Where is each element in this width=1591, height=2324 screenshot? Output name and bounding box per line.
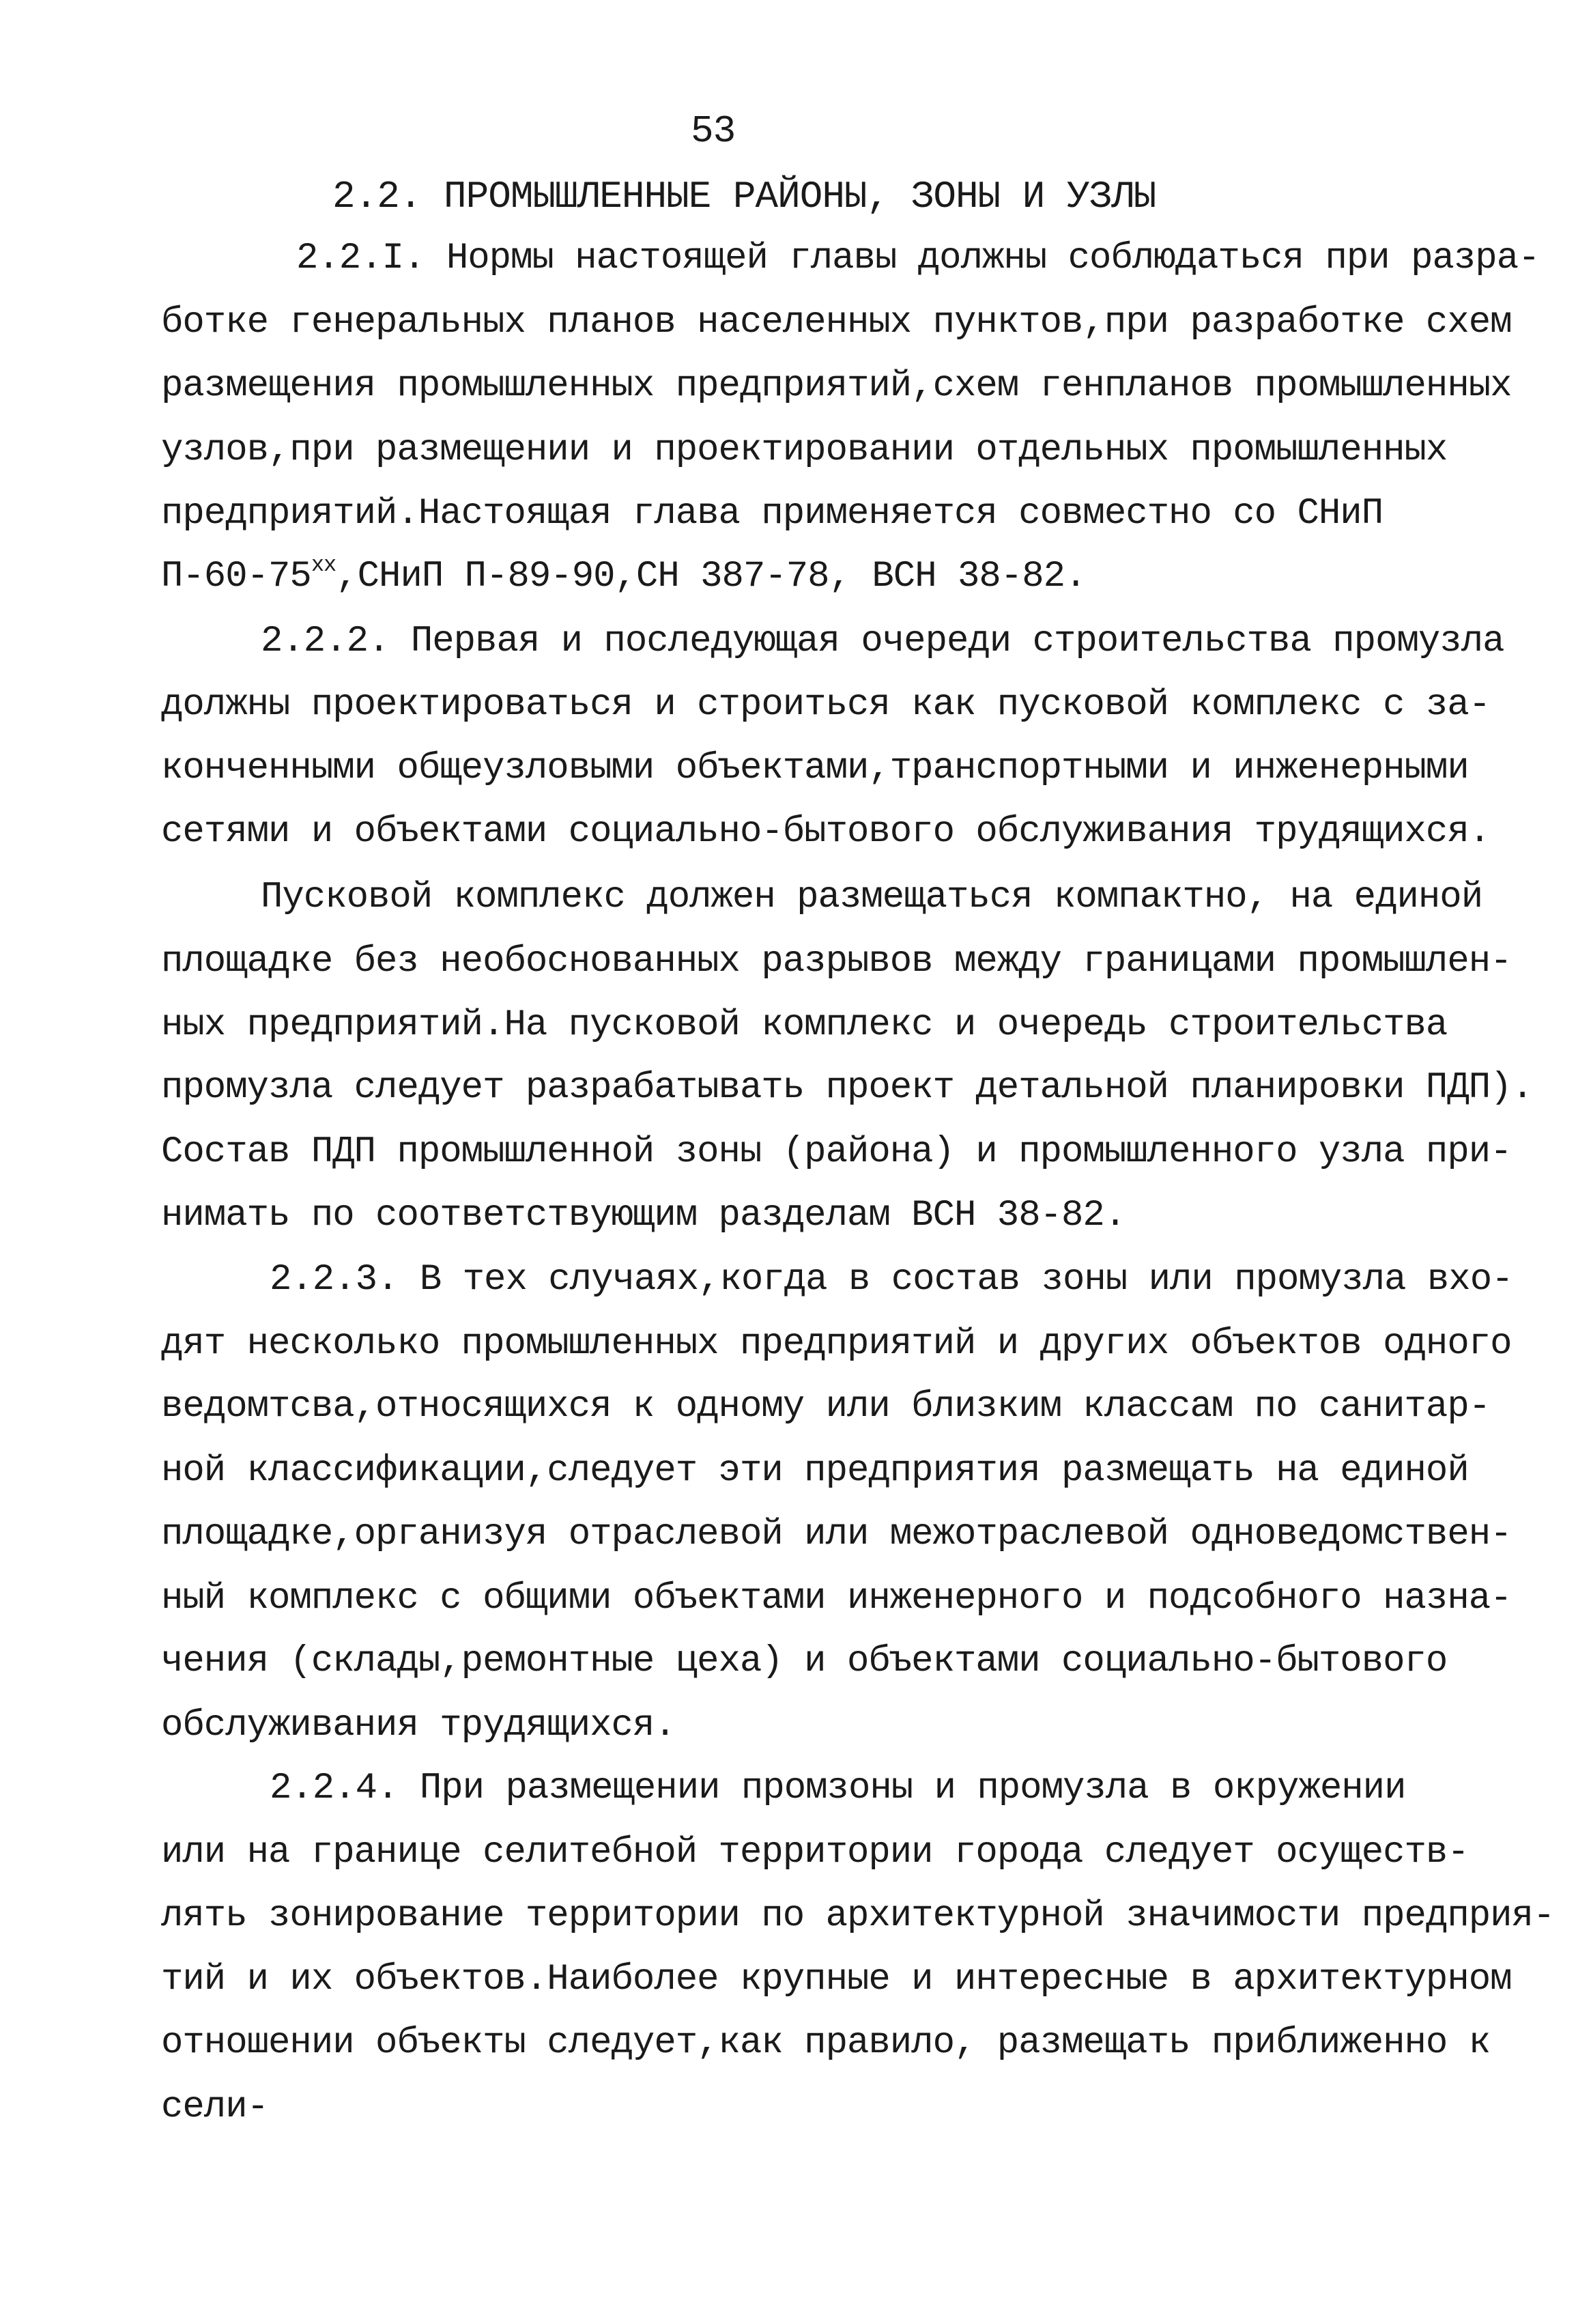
paragraph-2-2-1-line-5: предприятий.Настоящая глава применяется совместно со СНиП xyxy=(161,493,1384,535)
paragraph-2-2-4-line-4: тий и их объектов.Наиболее крупные и интересные в архитектурном xyxy=(161,1959,1512,2000)
paragraph-2-2-2-line-4: сетями и объектами социально-бытового обслуживания трудящихся. xyxy=(161,811,1491,853)
paragraph-2-2-2-line-3: конченными общеузловыми объектами,транспортными и инженерными xyxy=(161,748,1469,789)
paragraph-2-2-3-line-1: 2.2.3. В тех случаях,когда в состав зоны или промузла вхо- xyxy=(270,1259,1513,1301)
paragraph-2-2-1-line-4: узлов,при размещении и проектировании отдельных промышленных xyxy=(161,429,1448,471)
paragraph-launch-complex-line-6: нимать по соответствующим разделам ВСН 38-82. xyxy=(161,1195,1126,1236)
paragraph-2-2-3-line-3: ведомтсва,относящихся к одному или близким классам по санитар- xyxy=(161,1386,1491,1428)
paragraph-2-2-4-line-5: отношении объекты следует,как правило, размещать приближенно к xyxy=(161,2022,1491,2064)
paragraph-2-2-3-line-5: площадке,организуя отраслевой или межотраслевой одноведомствен- xyxy=(161,1514,1512,1555)
paragraph-2-2-3-line-4: ной классификации,следует эти предприятия размещать на единой xyxy=(161,1450,1469,1492)
paragraph-launch-complex-line-2: площадке без необоснованных разрывов между границами промышлен- xyxy=(161,941,1512,982)
section-heading: 2.2. ПРОМЫШЛЕННЫЕ РАЙОНЫ, ЗОНЫ И УЗЛЫ xyxy=(332,175,1156,218)
paragraph-2-2-2-line-1: 2.2.2. Первая и последующая очереди строительства промузла xyxy=(261,621,1504,662)
paragraph-2-2-3-line-8: обслуживания трудящихся. xyxy=(161,1705,676,1746)
paragraph-2-2-3-line-7: чения (склады,ремонтные цеха) и объектами социально-бытового xyxy=(161,1641,1448,1682)
paragraph-2-2-2-line-2: должны проектироваться и строиться как пусковой комплекс с за- xyxy=(161,684,1491,726)
paragraph-2-2-1-line-3: размещения промышленных предприятий,схем генпланов промышленных xyxy=(161,365,1512,407)
page-number: 53 xyxy=(691,109,736,153)
paragraph-launch-complex-line-1: Пусковой комплекс должен размещаться компактно, на единой xyxy=(261,877,1483,918)
paragraph-launch-complex-line-4: промузла следует разрабатывать проект детальной планировки ПДП). xyxy=(161,1067,1533,1109)
paragraph-2-2-1-line-6 xyxy=(161,552,1087,597)
paragraph-2-2-4-line-3: лять зонирование территории по архитектурной значимости предприя- xyxy=(161,1895,1555,1937)
paragraph-2-2-4-line-6: сели- xyxy=(161,2086,269,2128)
paragraph-launch-complex-line-5: Состав ПДП промышленной зоны (района) и промышленного узла при- xyxy=(161,1131,1512,1173)
paragraph-2-2-4-line-2: или на границе селитебной территории города следует осуществ- xyxy=(161,1832,1469,1873)
paragraph-2-2-1-line-2: ботке генеральных планов населенных пунктов,при разработке схем xyxy=(161,302,1512,343)
paragraph-2-2-3-line-2: дят несколько промышленных предприятий и других объектов одного xyxy=(161,1323,1512,1365)
snip-ref: П-60-75 xyxy=(161,556,311,597)
superscript-mark: хх xyxy=(311,552,336,578)
references-tail: ,СНиП П-89-90,СН 387-78, ВСН 38-82. xyxy=(336,556,1087,597)
paragraph-2-2-1-line-1: 2.2.I. Нормы настоящей главы должны соблюдаться при разра- xyxy=(296,238,1540,279)
paragraph-2-2-3-line-6: ный комплекс с общими объектами инженерного и подсобного назна- xyxy=(161,1578,1512,1619)
paragraph-2-2-4-line-1: 2.2.4. При размещении промзоны и промузла в окружении xyxy=(270,1768,1406,1809)
paragraph-launch-complex-line-3: ных предприятий.На пусковой комплекс и очередь строительства xyxy=(161,1004,1448,1046)
